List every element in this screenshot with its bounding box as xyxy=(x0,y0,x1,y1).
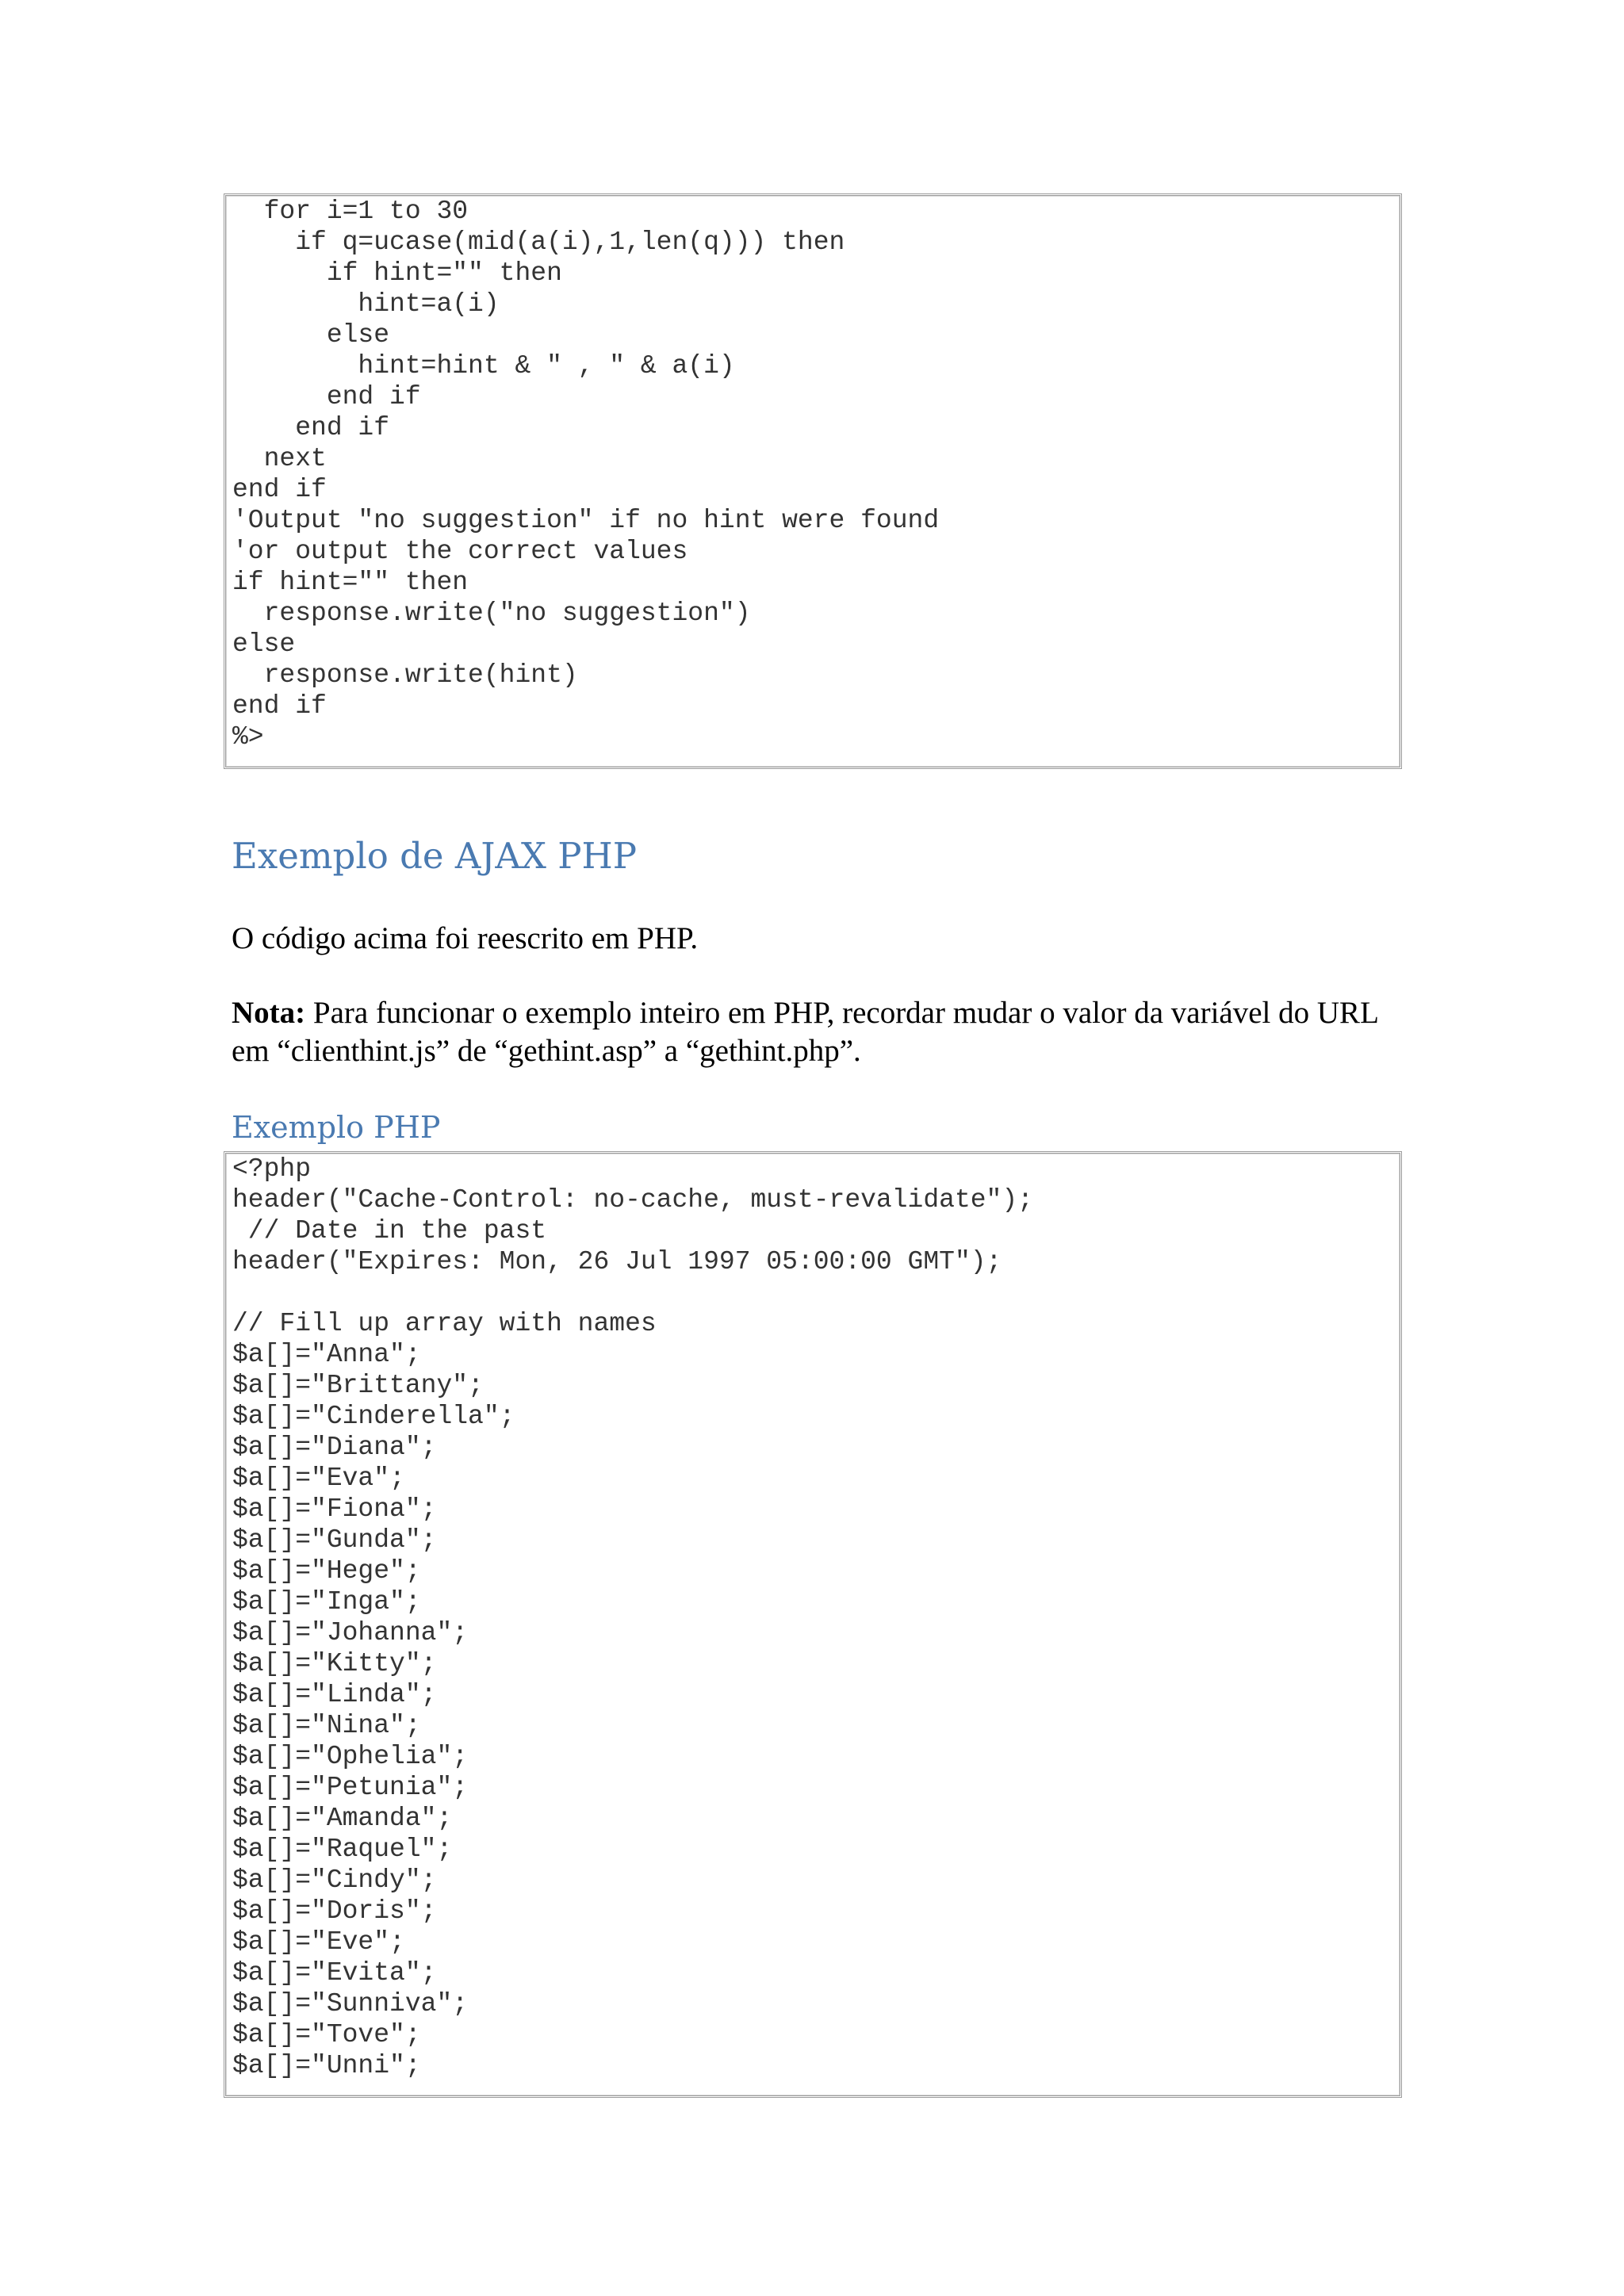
code-line: $a[]="Inga"; xyxy=(232,1587,421,1617)
code-line: // Fill up array with names xyxy=(232,1309,657,1338)
code-line: $a[]="Sunniva"; xyxy=(232,1989,469,2019)
code-line: $a[]="Diana"; xyxy=(232,1433,437,1462)
code-line: $a[]="Cinderella"; xyxy=(232,1402,515,1431)
code-line: end if xyxy=(232,475,327,504)
code-line: if hint="" then xyxy=(232,568,469,597)
subheading-php-example: Exemplo PHP xyxy=(232,1110,441,1145)
code-line: // Date in the past xyxy=(232,1216,547,1246)
section-heading: Exemplo de AJAX PHP xyxy=(232,835,638,877)
code-line: 'or output the correct values xyxy=(232,537,688,566)
code-line: response.write("no suggestion") xyxy=(232,599,751,628)
code-line: if q=ucase(mid(a(i),1,len(q))) then xyxy=(232,228,845,257)
code-line xyxy=(232,1277,1400,1308)
php-code-block xyxy=(224,1151,1402,2098)
code-line: %> xyxy=(232,722,264,752)
code-line: $a[]="Linda"; xyxy=(232,1680,437,1709)
code-line: $a[]="Hege"; xyxy=(232,1556,421,1586)
code-line: hint=hint & " , " & a(i) xyxy=(232,351,735,381)
code-line: $a[]="Gunda"; xyxy=(232,1525,437,1555)
code-line: $a[]="Eve"; xyxy=(232,1927,405,1957)
code-line: header("Cache-Control: no-cache, must-revalidate"); xyxy=(232,1185,1033,1215)
code-line: end if xyxy=(232,382,421,411)
intro-paragraph: O código acima foi reescrito em PHP. xyxy=(232,921,699,955)
code-line: $a[]="Brittany"; xyxy=(232,1371,484,1400)
note-text: Para funcionar o exemplo inteiro em PHP, recordar mudar o valor da variável do URL em “clienthint.js” de “gethint.asp” a “gethint.php”. xyxy=(232,996,1378,1068)
code-line: $a[]="Eva"; xyxy=(232,1464,405,1493)
code-line: 'Output "no suggestion" if no hint were found xyxy=(232,506,940,535)
code-line: $a[]="Nina"; xyxy=(232,1711,421,1740)
code-line: $a[]="Evita"; xyxy=(232,1958,437,1988)
code-line: $a[]="Ophelia"; xyxy=(232,1742,469,1771)
note-label: Nota: xyxy=(232,996,306,1030)
code-line: response.write(hint) xyxy=(232,660,578,690)
code-line: $a[]="Raquel"; xyxy=(232,1835,453,1864)
code-pre xyxy=(226,1154,1400,2081)
code-line: else xyxy=(232,629,296,659)
code-line: header("Expires: Mon, 26 Jul 1997 05:00:00 GMT"); xyxy=(232,1247,1002,1276)
code-line: $a[]="Unni"; xyxy=(232,2051,421,2080)
code-line: else xyxy=(232,320,390,350)
code-line: $a[]="Fiona"; xyxy=(232,1494,437,1524)
code-line: <?php xyxy=(232,1154,312,1184)
code-line: hint=a(i) xyxy=(232,289,500,319)
code-line: end if xyxy=(232,691,327,721)
code-line: $a[]="Cindy"; xyxy=(232,1866,437,1895)
code-line: $a[]="Anna"; xyxy=(232,1340,421,1369)
code-line: for i=1 to 30 xyxy=(232,197,469,226)
code-pre xyxy=(226,196,1400,752)
code-line: $a[]="Kitty"; xyxy=(232,1649,437,1678)
code-line: $a[]="Doris"; xyxy=(232,1896,437,1926)
asp-code-block xyxy=(224,193,1402,769)
code-line: $a[]="Tove"; xyxy=(232,2020,421,2049)
code-line: $a[]="Johanna"; xyxy=(232,1618,469,1647)
code-line: next xyxy=(232,444,327,473)
code-line: $a[]="Amanda"; xyxy=(232,1804,453,1833)
code-line: end if xyxy=(232,413,390,442)
code-line: if hint="" then xyxy=(232,258,562,288)
note-paragraph xyxy=(232,994,1389,1070)
code-line: $a[]="Petunia"; xyxy=(232,1773,469,1802)
